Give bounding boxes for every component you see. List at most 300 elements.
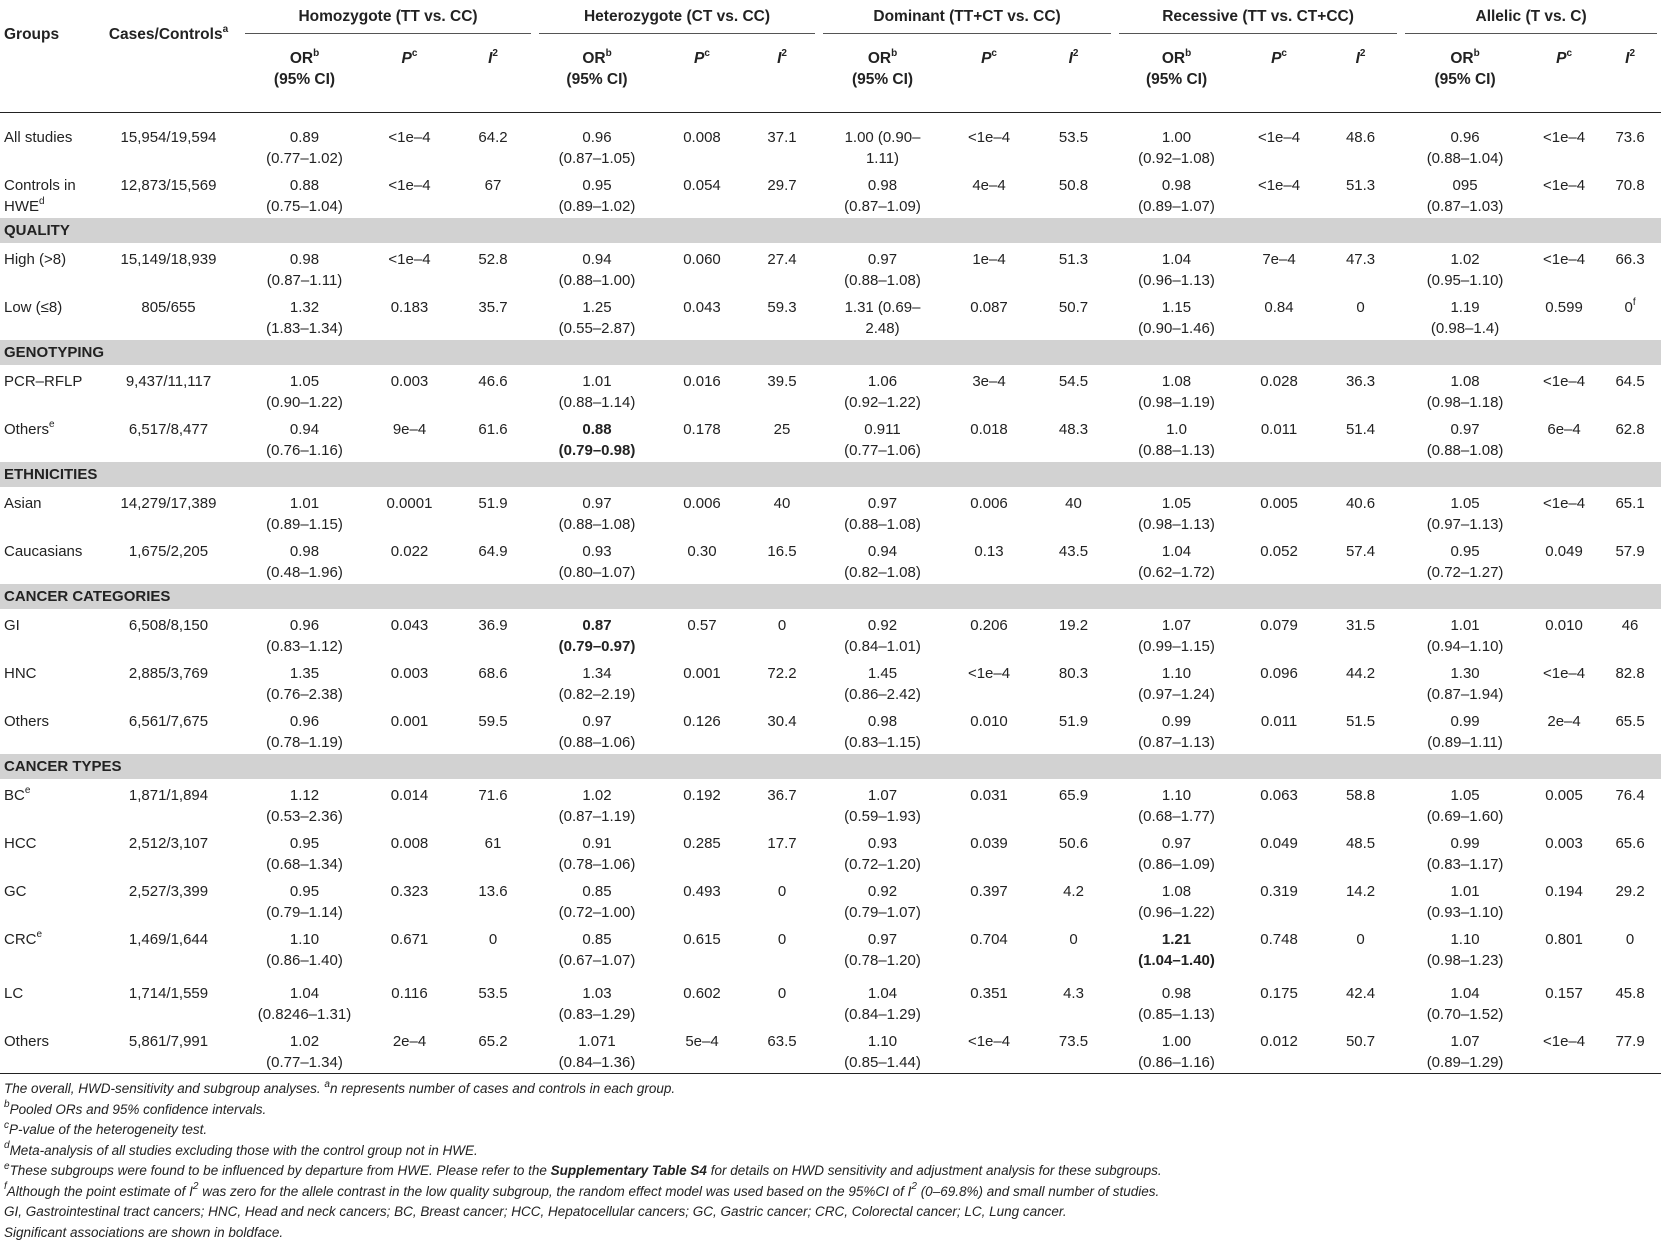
i2-value: 51.3 <box>1346 177 1375 194</box>
i2-cell <box>1032 827 1115 875</box>
i2-cell <box>1320 365 1401 413</box>
table-row <box>0 365 1661 413</box>
or-cell <box>535 243 659 291</box>
i2-cell <box>745 113 819 170</box>
group-label: Others <box>4 421 49 438</box>
group-cell <box>0 169 96 218</box>
p-cell: 0.060 <box>659 243 745 291</box>
i2-header <box>745 38 819 113</box>
or-cell <box>535 827 659 875</box>
or-cell <box>241 875 368 923</box>
or-cell <box>819 243 946 291</box>
or-value: 0.96 <box>582 129 611 146</box>
ci-value: (0.75–1.04) <box>266 198 343 215</box>
ci-value: (0.83–1.15) <box>844 734 921 751</box>
model-header-label: Recessive (TT vs. CT+CC) <box>1119 6 1397 34</box>
i2-cell <box>745 365 819 413</box>
or-cell <box>819 923 946 977</box>
table-body <box>0 113 1661 1074</box>
ci-value: (0.48–1.96) <box>266 564 343 581</box>
i2-value: 50.7 <box>1346 1033 1375 1050</box>
i2-value: 51.5 <box>1346 713 1375 730</box>
or-cell <box>819 487 946 535</box>
p-cell: 0.010 <box>1529 609 1599 657</box>
i2-cell <box>1320 1025 1401 1074</box>
i2-value: 64.9 <box>478 543 507 560</box>
or-header <box>535 38 659 113</box>
p-label: P <box>402 50 412 67</box>
i2-cell <box>1599 413 1661 462</box>
model-header-label: Allelic (T vs. C) <box>1405 6 1657 34</box>
or-value: 1.05 <box>290 373 319 390</box>
or-value: 0.85 <box>582 883 611 900</box>
or-header <box>1115 38 1238 113</box>
model-header <box>1115 0 1401 38</box>
ci-label: (95% CI) <box>566 71 627 88</box>
or-cell <box>535 113 659 170</box>
or-cell <box>1401 365 1529 413</box>
p-cell: 0.014 <box>368 779 451 827</box>
i2-cell <box>1032 535 1115 584</box>
p-cell: 1e–4 <box>946 243 1032 291</box>
p-cell: 0.599 <box>1529 291 1599 340</box>
i2-value: 73.5 <box>1059 1033 1088 1050</box>
i2-cell <box>1032 609 1115 657</box>
ci-value: (0.53–2.36) <box>266 808 343 825</box>
table-row <box>0 243 1661 291</box>
or-value: 1.31 (0.69– <box>845 299 921 316</box>
p-cell: 0.011 <box>1238 705 1320 754</box>
p-cell: 0.0001 <box>368 487 451 535</box>
ci-value: (0.98–1.13) <box>1138 516 1215 533</box>
p-cell: 0.319 <box>1238 875 1320 923</box>
group-sup: e <box>25 785 31 796</box>
model-header <box>819 0 1115 38</box>
p-cell: 0.178 <box>659 413 745 462</box>
cases-controls-cell: 805/655 <box>96 291 241 340</box>
or-cell <box>1115 705 1238 754</box>
section-header-row <box>0 462 1661 488</box>
p-cell: 0.043 <box>368 609 451 657</box>
footnote-e: $^e$These subgroups were found to be influenced by departure from HWE. Please refer to the Supplementary Table S4 for details on HWD sensitivity and adjustment analysis for these subgroups. <box>4 1161 1454 1182</box>
or-cell <box>819 977 946 1025</box>
ci-value: (0.83–1.12) <box>266 638 343 655</box>
cases-controls-cell: 1,714/1,559 <box>96 977 241 1025</box>
or-value: 0.85 <box>582 931 611 948</box>
i2-value: 65.5 <box>1615 713 1644 730</box>
or-cell <box>819 827 946 875</box>
ci-value: (0.84–1.29) <box>844 1006 921 1023</box>
i2-sup: 2 <box>781 48 787 59</box>
ci-value: (0.86–1.40) <box>266 952 343 969</box>
or-cell <box>241 243 368 291</box>
or-cell <box>535 365 659 413</box>
i2-value: 40.6 <box>1346 495 1375 512</box>
group-cell <box>0 657 96 705</box>
p-cell: 0.192 <box>659 779 745 827</box>
or-value: 1.10 <box>1450 931 1479 948</box>
or-value: 0.94 <box>868 543 897 560</box>
cases-controls-cell: 6,508/8,150 <box>96 609 241 657</box>
or-header <box>1401 38 1529 113</box>
i2-cell <box>1032 113 1115 170</box>
i2-cell <box>1320 779 1401 827</box>
footnote-a: The overall, HWD-sensitivity and subgroup analyses. $^a$n represents number of cases and controls in each group. <box>4 1079 1454 1100</box>
table-row <box>0 487 1661 535</box>
p-cell: 0.206 <box>946 609 1032 657</box>
or-cell <box>535 779 659 827</box>
or-value: 0.91 <box>582 835 611 852</box>
model-header-row <box>0 0 1661 38</box>
section-label: QUALITY <box>0 218 1661 244</box>
i2-value: 51.3 <box>1059 251 1088 268</box>
i2-sup: 2 <box>1629 48 1635 59</box>
ci-value: (0.88–1.08) <box>559 516 636 533</box>
group-label-2: HWE <box>4 198 39 215</box>
p-sup: c <box>704 48 710 59</box>
ci-value: (0.99–1.15) <box>1138 638 1215 655</box>
or-cell <box>1401 243 1529 291</box>
or-cell <box>1401 875 1529 923</box>
p-cell: <1e–4 <box>1529 657 1599 705</box>
group-sup: d <box>39 196 45 207</box>
i2-value: 51.9 <box>1059 713 1088 730</box>
i2-value: 0 <box>1625 299 1633 316</box>
i2-cell <box>1320 169 1401 218</box>
p-cell: <1e–4 <box>1238 169 1320 218</box>
or-cell <box>1401 779 1529 827</box>
i2-cell <box>1032 657 1115 705</box>
ci-value: (0.77–1.34) <box>266 1054 343 1071</box>
i2-value: 51.4 <box>1346 421 1375 438</box>
ci-value: (0.79–1.14) <box>266 904 343 921</box>
i2-cell <box>745 291 819 340</box>
cases-controls-cell: 6,517/8,477 <box>96 413 241 462</box>
or-value: 0.98 <box>1162 985 1191 1002</box>
group-label: GI <box>4 617 20 634</box>
cases-controls-cell: 12,873/15,569 <box>96 169 241 218</box>
group-label: PCR–RFLP <box>4 373 82 390</box>
or-value: 1.0 <box>1166 421 1187 438</box>
i2-value: 53.5 <box>1059 129 1088 146</box>
ci-value: (0.89–1.07) <box>1138 198 1215 215</box>
i2-cell <box>451 1025 535 1074</box>
ci-label: (95% CI) <box>1434 71 1495 88</box>
or-value: 0.93 <box>868 835 897 852</box>
i2-label: I <box>1625 50 1629 67</box>
i2-header <box>1320 38 1401 113</box>
or-cell <box>241 487 368 535</box>
i2-cell <box>1599 1025 1661 1074</box>
ci-value: (0.89–1.29) <box>1427 1054 1504 1071</box>
i2-cell <box>1320 609 1401 657</box>
or-cell <box>1115 291 1238 340</box>
p-label: P <box>981 50 991 67</box>
or-value: 0.94 <box>290 421 319 438</box>
or-label: OR <box>868 50 891 67</box>
group-label: Caucasians <box>4 543 82 560</box>
or-value: 1.02 <box>582 787 611 804</box>
group-label: Controls in <box>4 177 76 194</box>
or-value: 1.05 <box>1162 495 1191 512</box>
cases-controls-cell: 1,871/1,894 <box>96 779 241 827</box>
cases-controls-cell: 2,885/3,769 <box>96 657 241 705</box>
or-value: 0.95 <box>290 835 319 852</box>
group-label: High (>8) <box>4 251 66 268</box>
i2-cell <box>745 657 819 705</box>
i2-value: 65.6 <box>1615 835 1644 852</box>
or-value: 1.05 <box>1450 787 1479 804</box>
or-value: 1.071 <box>578 1033 616 1050</box>
or-cell <box>1401 113 1529 170</box>
section-header-row <box>0 754 1661 780</box>
group-cell <box>0 365 96 413</box>
or-cell <box>1401 487 1529 535</box>
i2-cell <box>1320 535 1401 584</box>
p-cell: 0.039 <box>946 827 1032 875</box>
or-value: 0.87 <box>582 617 611 634</box>
i2-value: 27.4 <box>767 251 796 268</box>
groups-header: Groups <box>4 24 96 45</box>
ci-value: (0.59–1.93) <box>844 808 921 825</box>
ci-value: (0.68–1.77) <box>1138 808 1215 825</box>
cases-controls-cell: 14,279/17,389 <box>96 487 241 535</box>
p-cell: 0.001 <box>368 705 451 754</box>
i2-value: 30.4 <box>767 713 796 730</box>
p-cell: 4e–4 <box>946 169 1032 218</box>
cases-controls-cell: 15,149/18,939 <box>96 243 241 291</box>
or-value: 0.98 <box>868 713 897 730</box>
or-value: 1.00 <box>1162 1033 1191 1050</box>
p-cell: <1e–4 <box>1529 365 1599 413</box>
i2-cell <box>451 413 535 462</box>
i2-value: 66.3 <box>1615 251 1644 268</box>
or-cell <box>819 609 946 657</box>
or-sup: b <box>606 48 612 59</box>
ci-value: (0.98–1.4) <box>1431 320 1499 337</box>
p-cell: 2e–4 <box>1529 705 1599 754</box>
or-value: 1.06 <box>868 373 897 390</box>
p-cell: <1e–4 <box>1529 113 1599 170</box>
ci-value: (0.77–1.06) <box>844 442 921 459</box>
p-sup: c <box>1566 48 1572 59</box>
or-label: OR <box>582 50 605 67</box>
p-cell: <1e–4 <box>1529 169 1599 218</box>
p-cell: 0.010 <box>946 705 1032 754</box>
i2-value: 31.5 <box>1346 617 1375 634</box>
i2-value: 0 <box>778 617 786 634</box>
or-value: 0.97 <box>868 495 897 512</box>
i2-value: 64.2 <box>478 129 507 146</box>
i2-value: 35.7 <box>478 299 507 316</box>
group-cell <box>0 113 96 170</box>
group-cell <box>0 1025 96 1074</box>
or-cell <box>241 1025 368 1074</box>
p-cell: 0.012 <box>1238 1025 1320 1074</box>
or-value: 1.08 <box>1162 883 1191 900</box>
i2-cell <box>1599 243 1661 291</box>
p-cell: 0.602 <box>659 977 745 1025</box>
ci-value: (0.82–2.19) <box>559 686 636 703</box>
or-value: 1.10 <box>290 931 319 948</box>
or-cell <box>1115 827 1238 875</box>
or-value: 1.08 <box>1162 373 1191 390</box>
or-cell <box>535 977 659 1025</box>
p-header <box>1238 38 1320 113</box>
i2-value: 40 <box>1065 495 1082 512</box>
i2-cell <box>1599 875 1661 923</box>
p-cell: 0.031 <box>946 779 1032 827</box>
i2-value: 17.7 <box>767 835 796 852</box>
i2-value: 37.1 <box>767 129 796 146</box>
group-label: BC <box>4 787 25 804</box>
table-footnotes <box>4 1079 1454 1243</box>
ci-value: (0.84–1.01) <box>844 638 921 655</box>
i2-cell <box>1599 291 1661 340</box>
ci-value: (0.93–1.10) <box>1427 904 1504 921</box>
group-label: CRC <box>4 931 37 948</box>
i2-value: 48.6 <box>1346 129 1375 146</box>
p-cell: 2e–4 <box>368 1025 451 1074</box>
p-cell: 0.028 <box>1238 365 1320 413</box>
table-row <box>0 169 1661 218</box>
or-value: 0.89 <box>290 129 319 146</box>
or-value: 0.95 <box>290 883 319 900</box>
or-value: 1.03 <box>582 985 611 1002</box>
i2-cell <box>1032 487 1115 535</box>
p-cell: 0.175 <box>1238 977 1320 1025</box>
or-value: 0.88 <box>582 421 611 438</box>
i2-cell <box>745 1025 819 1074</box>
or-value: 1.04 <box>290 985 319 1002</box>
i2-value: 61.6 <box>478 421 507 438</box>
i2-value: 14.2 <box>1346 883 1375 900</box>
or-value: 0.97 <box>1450 421 1479 438</box>
table-row <box>0 291 1661 340</box>
or-value: 0.93 <box>582 543 611 560</box>
group-cell <box>0 243 96 291</box>
or-sup: b <box>1185 48 1191 59</box>
i2-value: 71.6 <box>478 787 507 804</box>
p-cell: 0.285 <box>659 827 745 875</box>
p-cell: <1e–4 <box>368 243 451 291</box>
i2-header <box>1032 38 1115 113</box>
i2-cell <box>1320 977 1401 1025</box>
ci-value: (0.97–1.24) <box>1138 686 1215 703</box>
p-cell: 0.008 <box>659 113 745 170</box>
p-cell: <1e–4 <box>1529 243 1599 291</box>
footnote-f: $^f$Although the point estimate of $I^2$ was zero for the allele contrast in the low quality subgroup, the random effect model was used based on the 95%CI of $I^2$ (0–69.8%) and small number of studies. <box>4 1182 1454 1203</box>
i2-value: 65.9 <box>1059 787 1088 804</box>
or-cell <box>1115 413 1238 462</box>
p-cell: 0.57 <box>659 609 745 657</box>
or-cell <box>1401 977 1529 1025</box>
i2-header <box>451 38 535 113</box>
ci-value: (0.70–1.52) <box>1427 1006 1504 1023</box>
p-cell: 0.043 <box>659 291 745 340</box>
or-value: 1.01 <box>1450 883 1479 900</box>
i2-cell <box>745 413 819 462</box>
p-cell: 0.671 <box>368 923 451 977</box>
i2-value: 13.6 <box>478 883 507 900</box>
or-cell <box>819 535 946 584</box>
ci-value: (0.87–1.11) <box>267 272 343 289</box>
cases-controls-cell: 2,512/3,107 <box>96 827 241 875</box>
p-cell: 0.157 <box>1529 977 1599 1025</box>
i2-cell <box>1599 169 1661 218</box>
ci-value: (0.86–1.16) <box>1138 1054 1215 1071</box>
ci-value: (0.89–1.15) <box>266 516 343 533</box>
i2-value: 51.9 <box>478 495 507 512</box>
p-cell: 0.022 <box>368 535 451 584</box>
or-header <box>819 38 946 113</box>
supplementary-table-link[interactable]: Supplementary Table S4 <box>551 1163 707 1178</box>
i2-value: 42.4 <box>1346 985 1375 1002</box>
model-header <box>535 0 819 38</box>
group-label: HNC <box>4 665 37 682</box>
or-label: OR <box>290 50 313 67</box>
ci-value: (0.96–1.13) <box>1138 272 1215 289</box>
group-cell <box>0 923 96 977</box>
ci-value: (0.87–1.94) <box>1427 686 1504 703</box>
i2-cell <box>1320 827 1401 875</box>
table-row <box>0 779 1661 827</box>
i2-value: 0 <box>1356 299 1364 316</box>
column-header-row <box>0 38 1661 113</box>
p-cell: 0.049 <box>1529 535 1599 584</box>
model-header <box>241 0 535 38</box>
i2-cell <box>1032 413 1115 462</box>
i2-value: 0 <box>778 883 786 900</box>
boldface-note: Significant associations are shown in boldface. <box>4 1223 1454 1243</box>
ci-value: (0.85–1.44) <box>844 1054 921 1071</box>
i2-cell <box>451 113 535 170</box>
or-cell <box>819 413 946 462</box>
or-value: 1.01 <box>1450 617 1479 634</box>
or-value: 1.45 <box>868 665 897 682</box>
p-cell: <1e–4 <box>368 113 451 170</box>
p-cell: 0.704 <box>946 923 1032 977</box>
i2-value: 0 <box>1069 931 1077 948</box>
ci-value: (0.88–1.14) <box>559 394 636 411</box>
p-cell: 0.063 <box>1238 779 1320 827</box>
p-header <box>1529 38 1599 113</box>
footnote-b: $^b$Pooled ORs and 95% confidence intervals. <box>4 1100 1454 1121</box>
p-cell: 5e–4 <box>659 1025 745 1074</box>
i2-label: I <box>488 50 492 67</box>
or-value: 0.92 <box>868 617 897 634</box>
p-cell: <1e–4 <box>368 169 451 218</box>
group-cell <box>0 705 96 754</box>
cases-controls-cell: 1,469/1,644 <box>96 923 241 977</box>
or-cell <box>1401 827 1529 875</box>
table-row <box>0 923 1661 977</box>
table-row <box>0 827 1661 875</box>
i2-value: 47.3 <box>1346 251 1375 268</box>
or-value: 1.05 <box>1450 495 1479 512</box>
or-label: OR <box>1162 50 1185 67</box>
model-header <box>1401 0 1661 38</box>
ci-value: (0.72–1.00) <box>559 904 636 921</box>
or-cell <box>241 827 368 875</box>
ci-value: (0.94–1.10) <box>1427 638 1504 655</box>
ci-value: (0.95–1.10) <box>1427 272 1504 289</box>
ci-value: (0.98–1.19) <box>1138 394 1215 411</box>
i2-cell <box>1032 923 1115 977</box>
i2-value: 57.9 <box>1615 543 1644 560</box>
i2-value: 45.8 <box>1615 985 1644 1002</box>
ci-value: (0.84–1.36) <box>559 1054 636 1071</box>
